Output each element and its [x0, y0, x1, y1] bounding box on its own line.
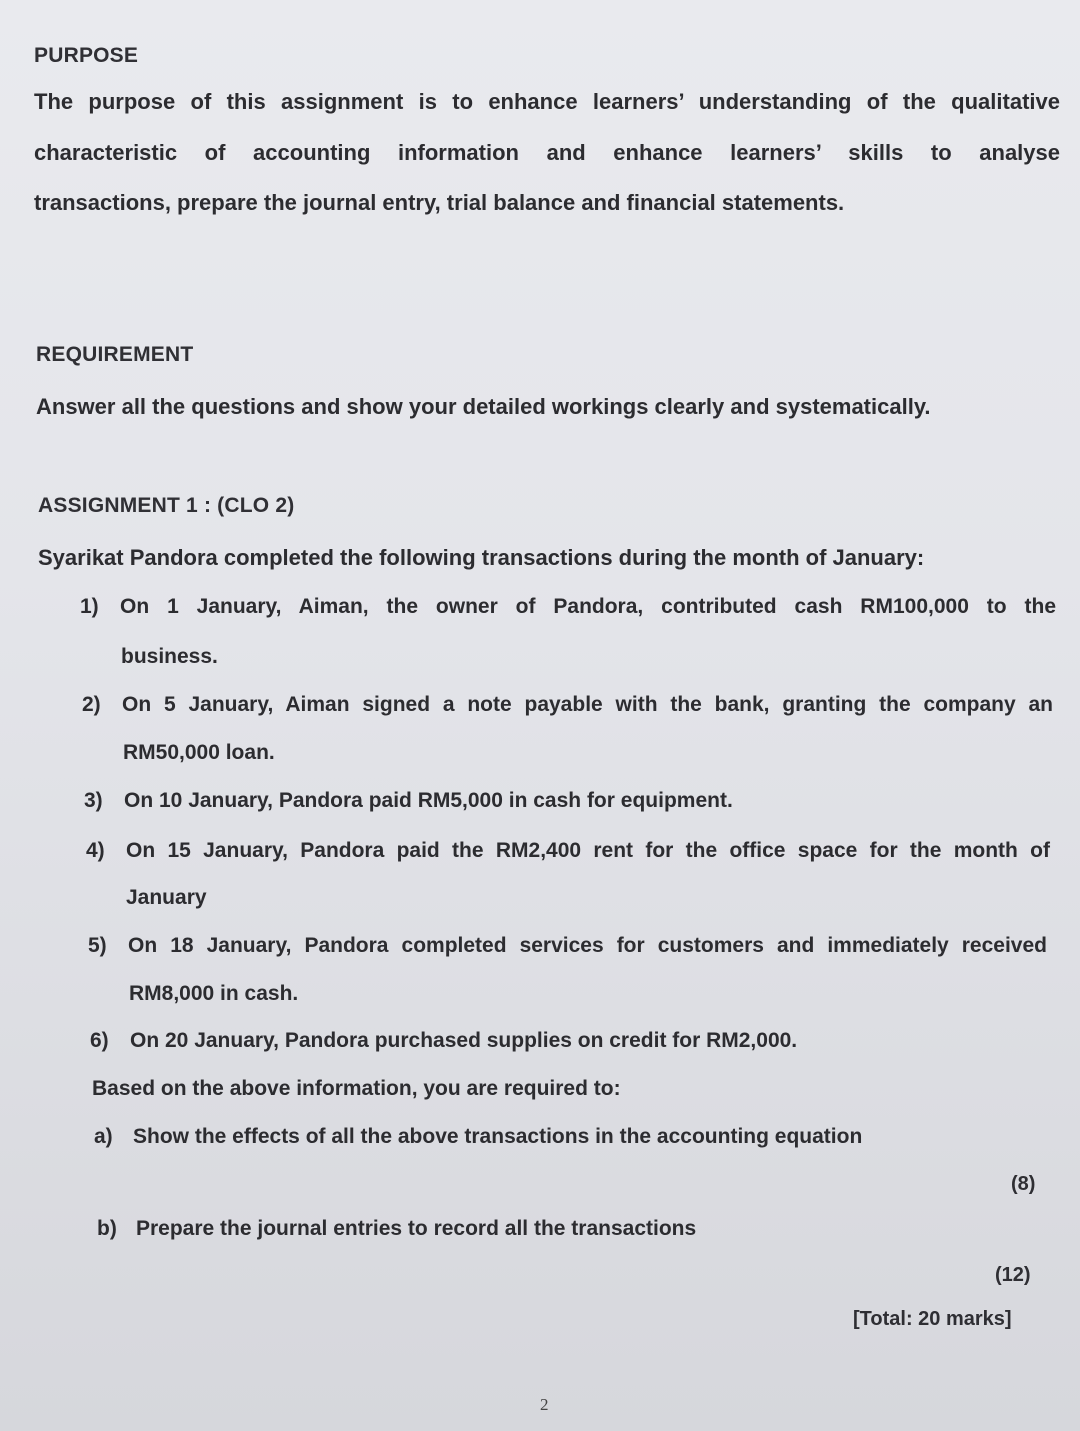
- page-number: 2: [540, 1395, 549, 1414]
- transaction-2-line-1: On 5 January, Aiman signed a note payable with the bank, granting the company an: [122, 693, 1053, 716]
- question-a-marks: (8): [1011, 1173, 1036, 1195]
- transaction-5-number: 5): [88, 934, 107, 957]
- transaction-3-line-1: On 10 January, Pandora paid RM5,000 in cash for equipment.: [124, 789, 733, 812]
- transaction-1-line-1: On 1 January, Aiman, the owner of Pandora, contributed cash RM100,000 to the: [120, 595, 1056, 618]
- total-marks: [Total: 20 marks]: [853, 1308, 1012, 1330]
- transaction-2-number: 2): [82, 693, 101, 716]
- assignment-intro: Syarikat Pandora completed the following transactions during the month of January:: [38, 545, 925, 570]
- transaction-4-line-2: January: [126, 886, 207, 909]
- requirement-text: Answer all the questions and show your detailed workings clearly and systematically.: [36, 394, 931, 419]
- question-b-text: Prepare the journal entries to record all the transactions: [136, 1217, 697, 1240]
- transaction-4-number: 4): [86, 839, 105, 862]
- transaction-5-line-2: RM8,000 in cash.: [129, 982, 299, 1005]
- transaction-2-line-2: RM50,000 loan.: [123, 741, 275, 764]
- purpose-line-3: transactions, prepare the journal entry, trial balance and financial statements.: [34, 190, 845, 215]
- transaction-4-line-1: On 15 January, Pandora paid the RM2,400 rent for the office space for the month of: [126, 839, 1050, 862]
- purpose-line-1: The purpose of this assignment is to enhance learners’ understanding of the qualitative: [34, 89, 1060, 114]
- question-b-marks: (12): [995, 1264, 1031, 1286]
- question-b-letter: b): [97, 1217, 117, 1240]
- required-intro: Based on the above information, you are required to:: [92, 1077, 621, 1100]
- requirement-heading: REQUIREMENT: [36, 343, 194, 366]
- question-a-letter: a): [94, 1125, 113, 1148]
- transaction-6-line-1: On 20 January, Pandora purchased supplies on credit for RM2,000.: [130, 1029, 798, 1052]
- purpose-line-2: characteristic of accounting information and enhance learners’ skills to analyse: [34, 140, 1060, 165]
- purpose-heading: PURPOSE: [34, 44, 139, 67]
- transaction-5-line-1: On 18 January, Pandora completed services for customers and immediately received: [128, 934, 1047, 957]
- assignment-heading: ASSIGNMENT 1 : (CLO 2): [38, 494, 295, 517]
- transaction-1-line-2: business.: [121, 645, 218, 668]
- transaction-1-number: 1): [80, 595, 99, 618]
- transaction-3-number: 3): [84, 789, 103, 812]
- transaction-6-number: 6): [90, 1029, 109, 1052]
- question-a-text: Show the effects of all the above transactions in the accounting equation: [133, 1125, 863, 1148]
